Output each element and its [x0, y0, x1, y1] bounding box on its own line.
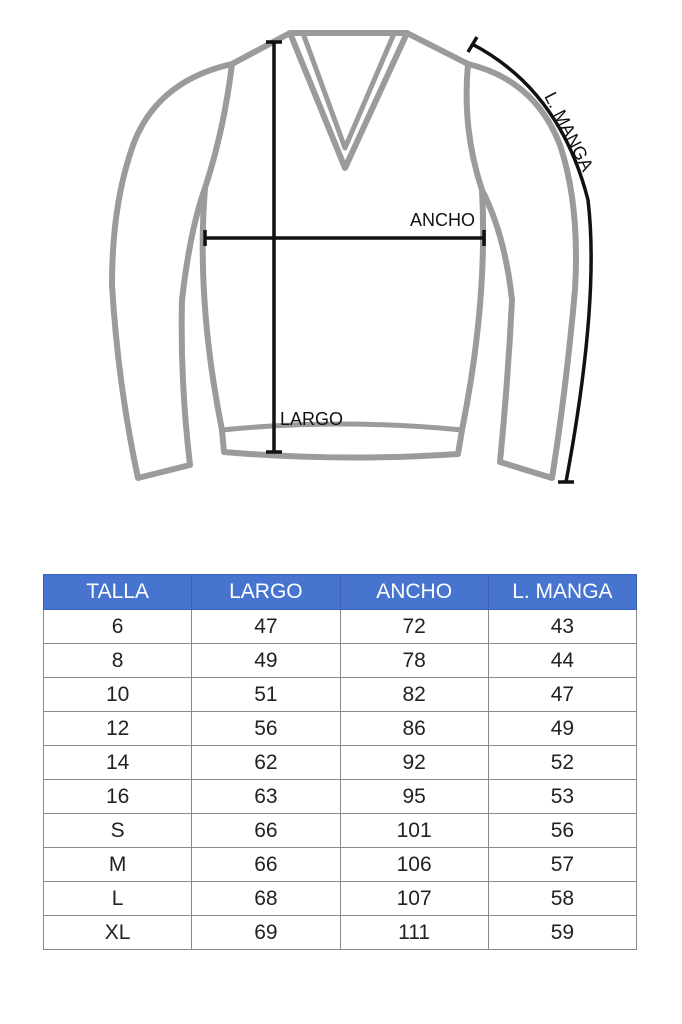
sweater-collar-outer	[290, 33, 407, 168]
cell-ancho: 111	[340, 916, 488, 950]
table-row	[44, 780, 637, 814]
manga-label: L. MANGA	[540, 88, 598, 175]
cell-manga: 56	[488, 814, 636, 848]
table-row	[44, 678, 637, 712]
table-row	[44, 814, 637, 848]
header-ancho: ANCHO	[340, 575, 488, 610]
sweater-left-sleeve	[112, 64, 232, 478]
cell-largo: 63	[192, 780, 340, 814]
table-row	[44, 882, 637, 916]
table-row	[44, 610, 637, 644]
cell-talla: S	[44, 814, 192, 848]
cell-talla: 16	[44, 780, 192, 814]
ancho-label: ANCHO	[410, 210, 476, 230]
size-table	[43, 574, 637, 950]
table-row	[44, 916, 637, 950]
cell-talla: 14	[44, 746, 192, 780]
cell-manga: 49	[488, 712, 636, 746]
cell-largo: 51	[192, 678, 340, 712]
table-row	[44, 712, 637, 746]
cell-manga: 57	[488, 848, 636, 882]
cell-ancho: 72	[340, 610, 488, 644]
cell-talla: 8	[44, 644, 192, 678]
cell-largo: 49	[192, 644, 340, 678]
sweater-outline	[112, 33, 576, 478]
sweater-body	[203, 33, 483, 458]
cell-talla: XL	[44, 916, 192, 950]
cell-largo: 68	[192, 882, 340, 916]
header-largo: LARGO	[192, 575, 340, 610]
cell-manga: 58	[488, 882, 636, 916]
cell-largo: 69	[192, 916, 340, 950]
table-row	[44, 644, 637, 678]
cell-ancho: 95	[340, 780, 488, 814]
cell-talla: M	[44, 848, 192, 882]
cell-manga: 59	[488, 916, 636, 950]
cell-ancho: 107	[340, 882, 488, 916]
cell-talla: L	[44, 882, 192, 916]
cell-ancho: 86	[340, 712, 488, 746]
table-row	[44, 848, 637, 882]
cell-ancho: 106	[340, 848, 488, 882]
cell-manga: 52	[488, 746, 636, 780]
header-manga: L. MANGA	[488, 575, 636, 610]
largo-label: LARGO	[280, 409, 344, 429]
cell-manga: 53	[488, 780, 636, 814]
cell-largo: 56	[192, 712, 340, 746]
size-table-header-row	[44, 575, 637, 610]
cell-largo: 66	[192, 848, 340, 882]
cell-manga: 44	[488, 644, 636, 678]
cell-ancho: 92	[340, 746, 488, 780]
table-row	[44, 746, 637, 780]
header-talla: TALLA	[44, 575, 192, 610]
cell-ancho: 101	[340, 814, 488, 848]
cell-talla: 10	[44, 678, 192, 712]
cell-talla: 6	[44, 610, 192, 644]
cell-ancho: 82	[340, 678, 488, 712]
cell-largo: 62	[192, 746, 340, 780]
cell-manga: 47	[488, 678, 636, 712]
cell-largo: 47	[192, 610, 340, 644]
cell-ancho: 78	[340, 644, 488, 678]
cell-largo: 66	[192, 814, 340, 848]
cell-talla: 12	[44, 712, 192, 746]
cell-manga: 43	[488, 610, 636, 644]
